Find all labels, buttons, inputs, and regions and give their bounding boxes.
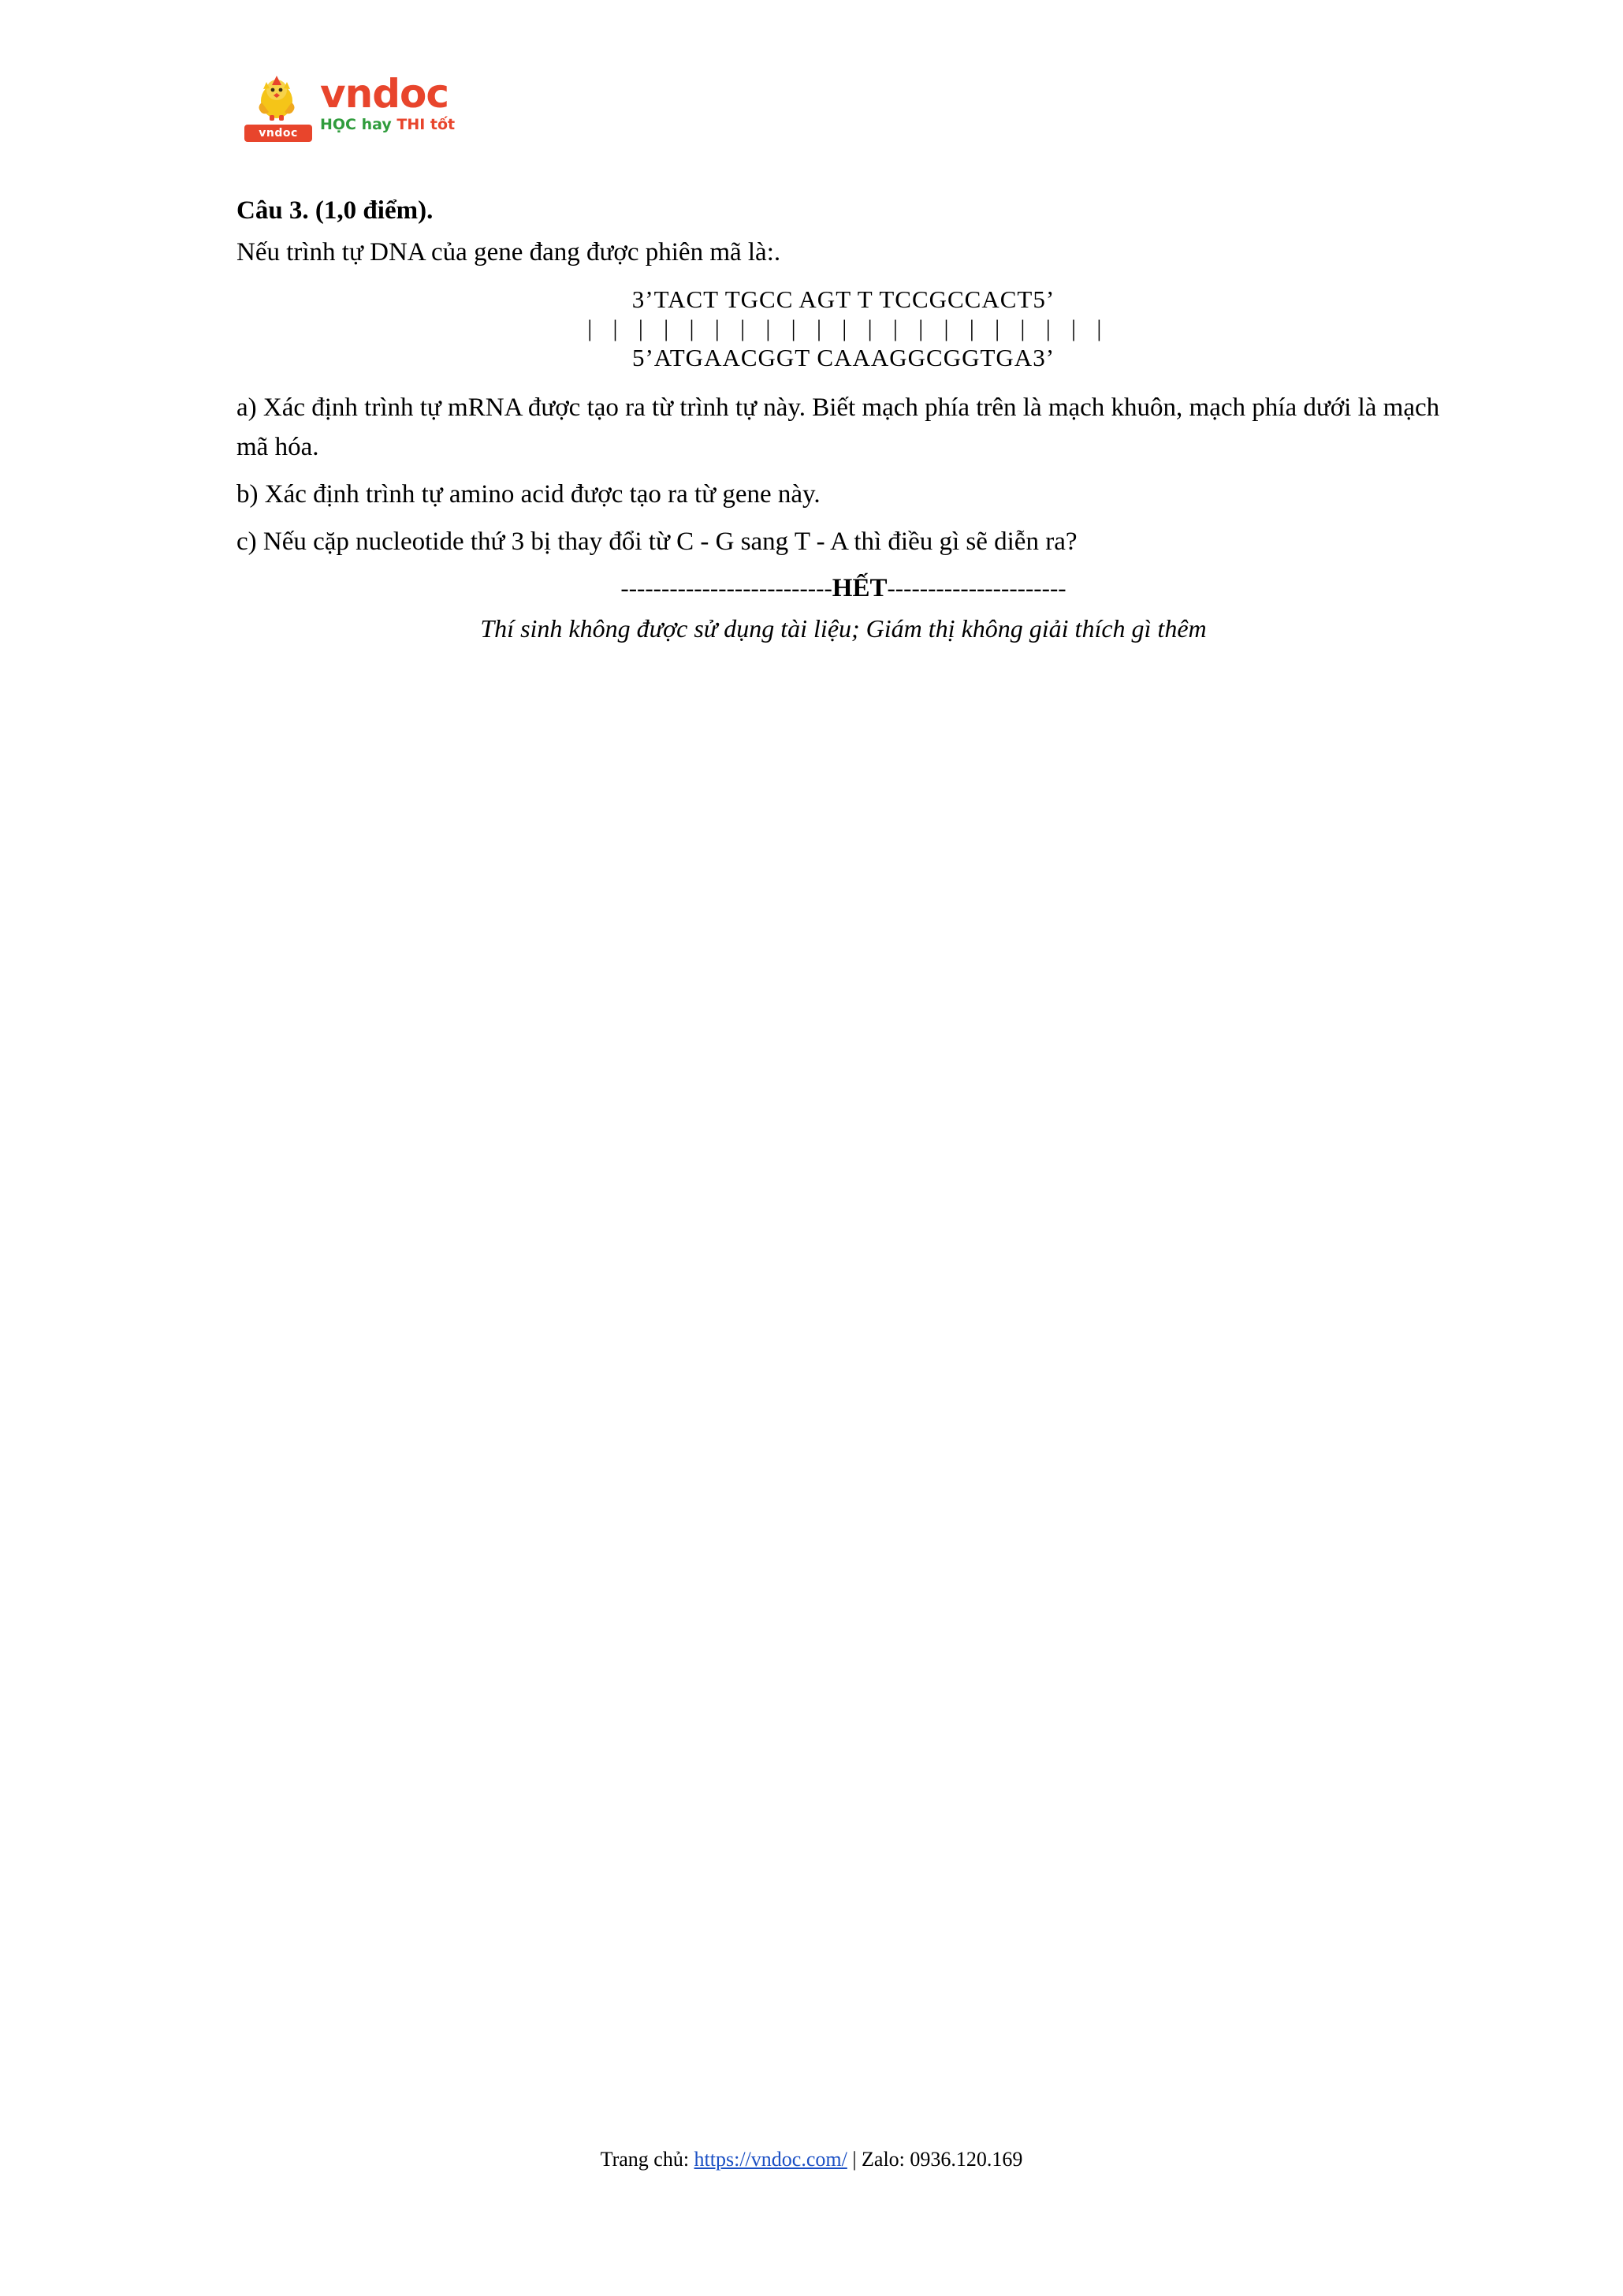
footer-suffix: | Zalo: 0936.120.169 [847, 2148, 1023, 2171]
end-marker-left-dashes: -------------------------- [620, 574, 832, 602]
logo-badge-label: vndoc [244, 125, 312, 142]
end-marker-word: HẾT [832, 574, 888, 602]
page-footer [0, 2146, 1623, 2173]
bird-illustration-icon [252, 69, 301, 121]
dna-sequence-figure [236, 284, 1450, 374]
vndoc-bird-logo-icon [244, 69, 312, 142]
end-marker-right-dashes: ---------------------- [887, 574, 1066, 602]
dna-top-strand: 3’TACT TGCC AGT T TCCGCCACT5’ [631, 285, 1055, 313]
exam-note: Thí sinh không được sử dụng tài liệu; Giám thị không giải thích gì thêm [480, 614, 1207, 643]
question-title: Câu 3. (1,0 điểm). [236, 196, 434, 225]
question-intro: Nếu trình tự DNA của gene đang được phiên mã là:. [236, 238, 781, 266]
footer-prefix: Trang chủ: [600, 2148, 694, 2171]
logo-text-block [320, 69, 455, 134]
end-marker [236, 569, 1450, 607]
logo-wordmark: vndoc [320, 71, 449, 117]
question-item-b: b) Xác định trình tự amino acid được tạo ra từ gene này. [236, 480, 821, 509]
dna-bottom-strand: 5’ATGAACGGT CAAAGGCGGTGA3’ [631, 344, 1055, 371]
logo-tagline [320, 115, 455, 134]
document-content [236, 192, 1450, 647]
logo-tagline-red: THI tốt [396, 116, 456, 133]
site-logo [244, 69, 455, 142]
question-item-c: c) Nếu cặp nucleotide thứ 3 bị thay đổi từ C - G sang T - A thì điều gì sẽ diễn ra? [236, 527, 1078, 556]
footer-homepage-link[interactable]: https://vndoc.com/ [694, 2148, 847, 2171]
logo-tagline-green: HỌC hay [320, 116, 397, 133]
dna-hydrogen-bonds: | | | | | | | | | | | | | | | | | | | | | [587, 315, 1109, 341]
question-item-a: a) Xác định trình tự mRNA được tạo ra từ trình tự này. Biết mạch phía trên là mạch khuôn, mạch phía dưới là mạch mã hóa. [236, 393, 1440, 461]
